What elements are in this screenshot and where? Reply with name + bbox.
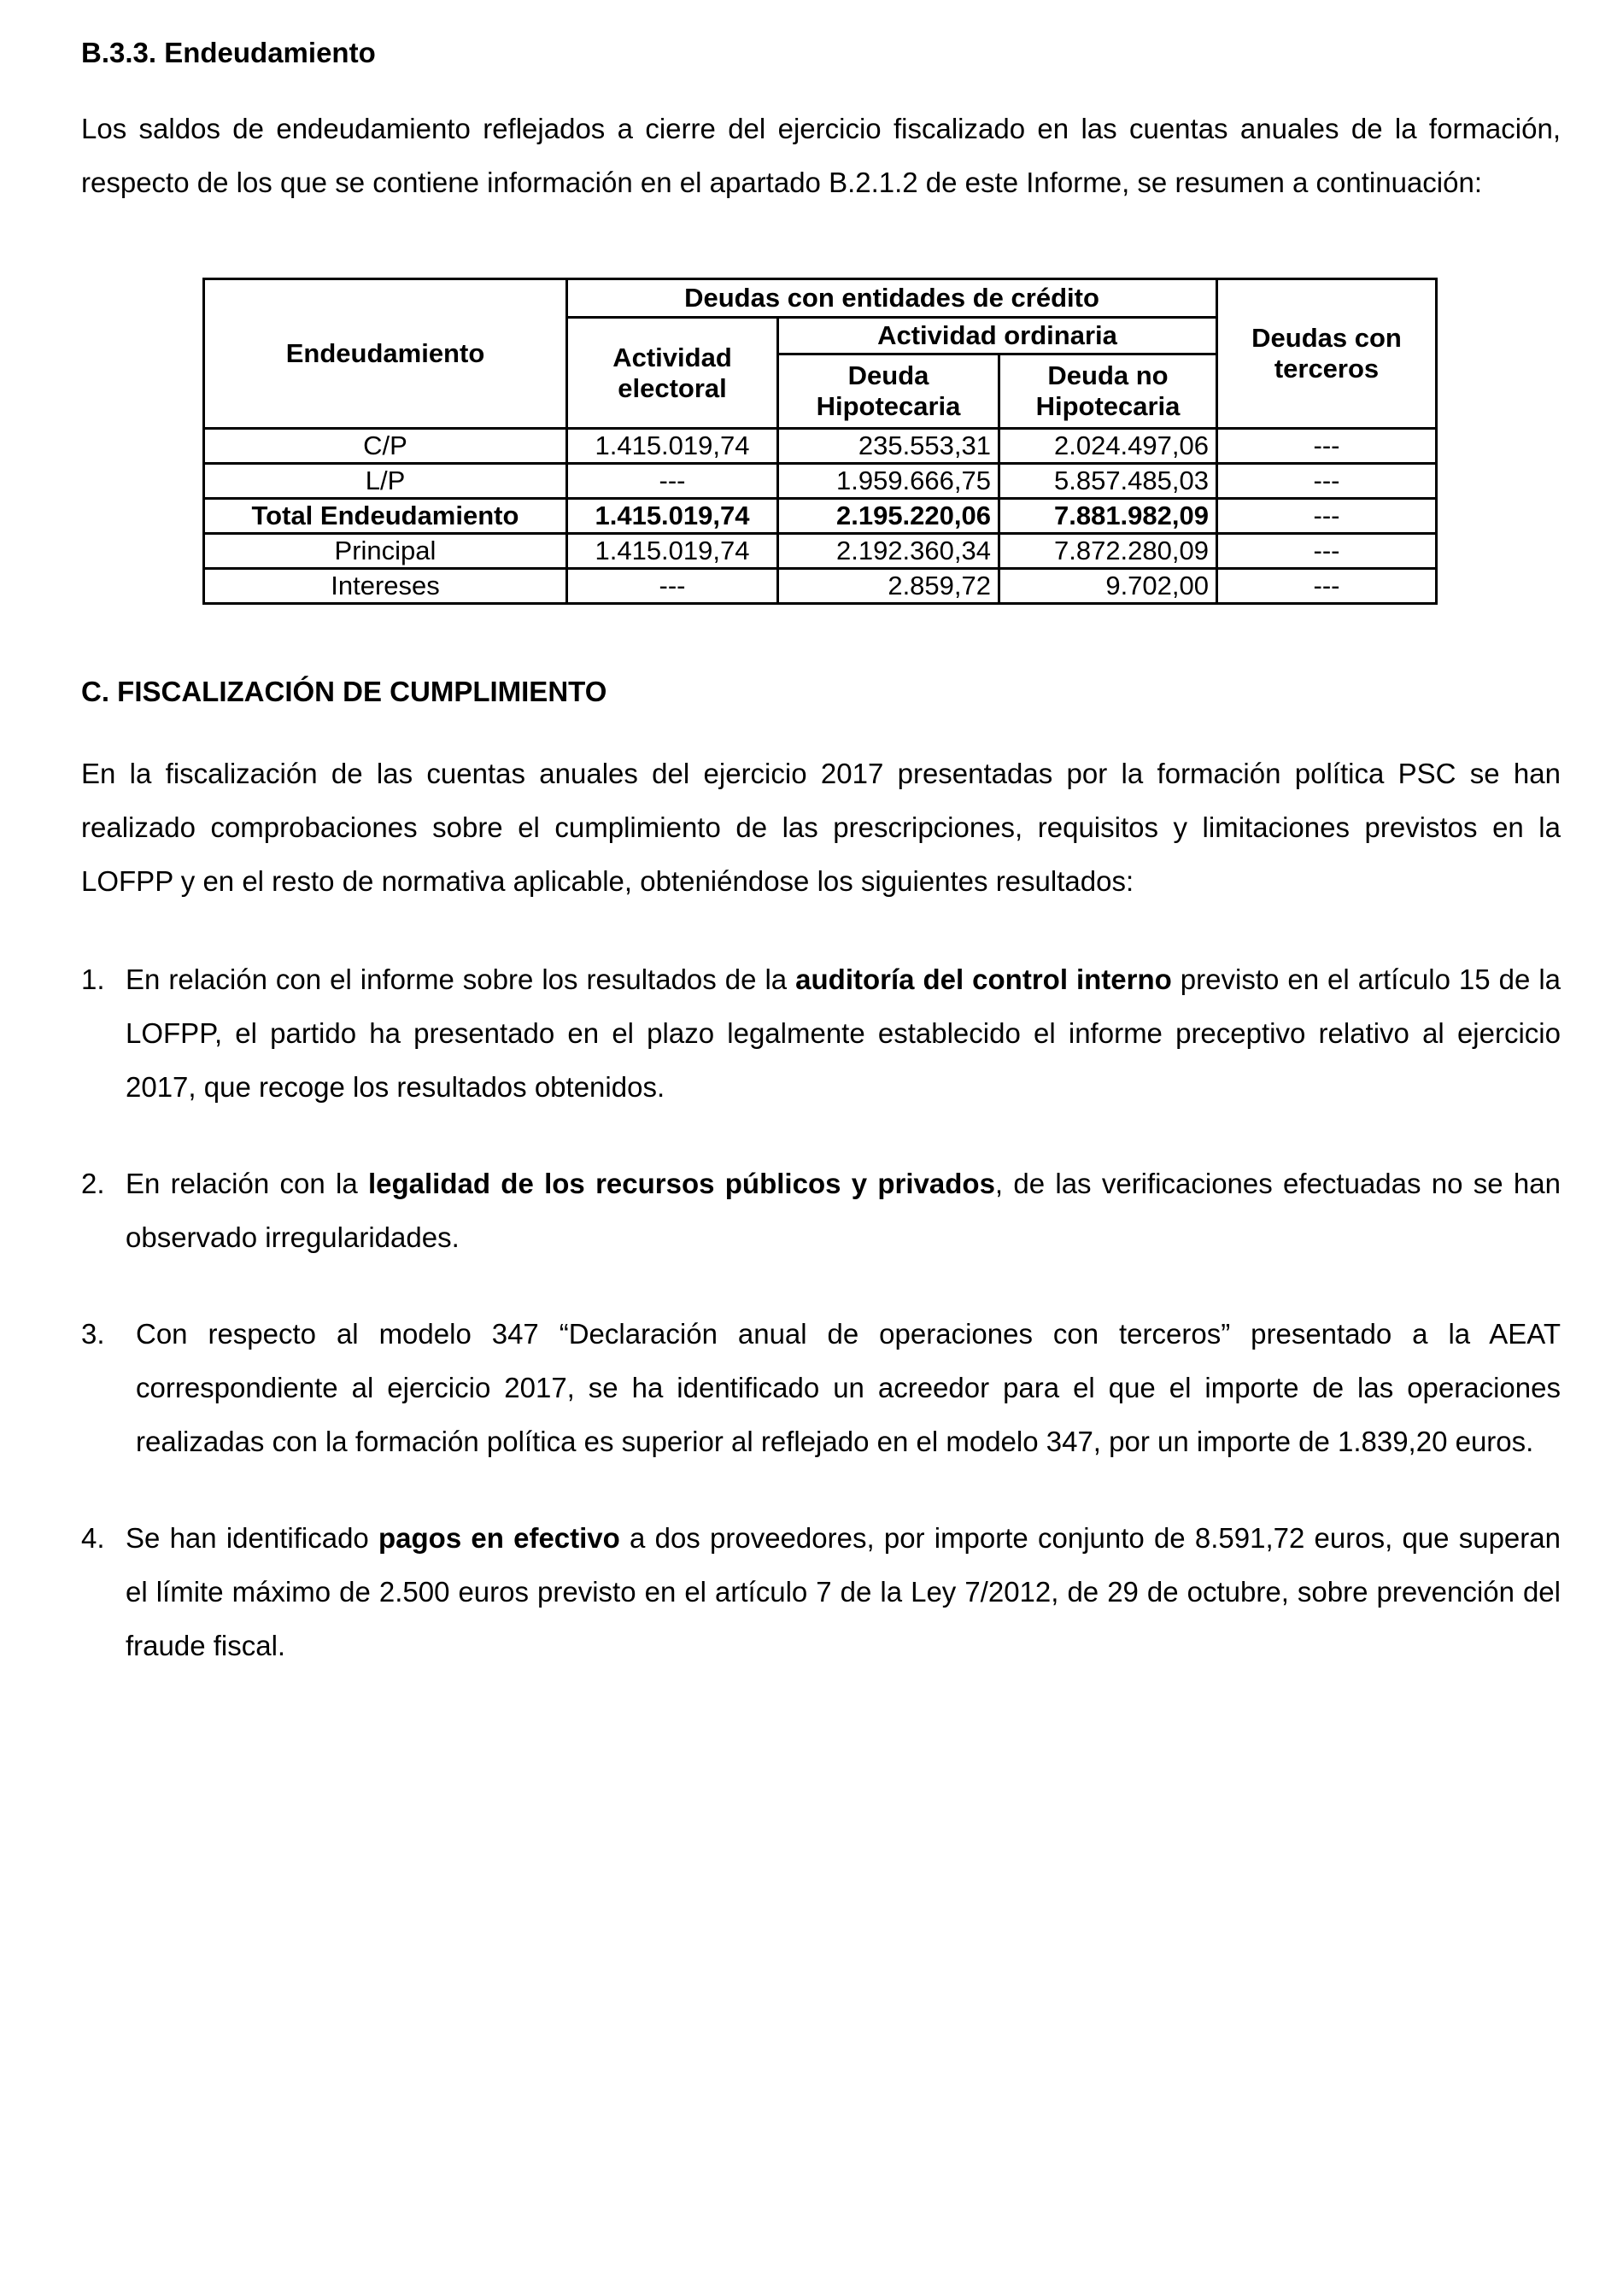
- col-header-deuda-hipotecaria: Deuda Hipotecaria: [778, 354, 999, 429]
- cell-no-hipotecaria: 7.872.280,09: [999, 534, 1217, 569]
- finding-text-pre: En relación con la: [126, 1168, 368, 1199]
- row-label: C/P: [204, 429, 567, 464]
- cell-electoral: 1.415.019,74: [567, 534, 778, 569]
- row-label: Principal: [204, 534, 567, 569]
- col-header-actividad-electoral: Actividad electoral: [567, 318, 778, 429]
- section-heading-b33: B.3.3. Endeudamiento: [81, 37, 376, 68]
- list-number: 3.: [81, 1318, 105, 1350]
- list-item: [81, 952, 1561, 1114]
- col-group-credito: Deudas con entidades de crédito: [567, 279, 1217, 318]
- row-label: Total Endeudamiento: [204, 499, 567, 534]
- finding-text-pre: En relación con el informe sobre los resultados de la: [126, 964, 796, 995]
- finding-text-pre: Se han identificado: [126, 1522, 378, 1554]
- cell-terceros: ---: [1217, 499, 1437, 534]
- cell-terceros: ---: [1217, 534, 1437, 569]
- cell-no-hipotecaria: 9.702,00: [999, 569, 1217, 604]
- finding-text-bold: auditoría del control interno: [795, 964, 1172, 995]
- section-b-intro: Los saldos de endeudamiento reflejados a cierre del ejercicio fiscalizado en las cuentas anuales de la formación, respecto de los que se contiene información en el apartado B.2.1.2 de este Informe, se resumen a continuación:: [81, 113, 1561, 198]
- findings-list: [81, 952, 1561, 1672]
- section-c-intro: En la fiscalización de las cuentas anuales del ejercicio 2017 presentadas por la formación política PSC se han realizado comprobaciones sobre el cumplimiento de las prescripciones, requisitos y limitaciones previstos en la LOFPP y en el resto de normativa aplicable, obteniéndose los siguientes resultados:: [81, 758, 1561, 897]
- list-item: [81, 1511, 1561, 1672]
- cell-hipotecaria: 2.192.360,34: [778, 534, 999, 569]
- cell-hipotecaria: 1.959.666,75: [778, 464, 999, 499]
- finding-text-bold: pagos en efectivo: [378, 1522, 620, 1554]
- cell-hipotecaria: 2.195.220,06: [778, 499, 999, 534]
- section-heading-c: C. FISCALIZACIÓN DE CUMPLIMIENTO: [81, 676, 607, 707]
- cell-hipotecaria: 2.859,72: [778, 569, 999, 604]
- finding-text: Con respecto al modelo 347 “Declaración anual de operaciones con terceros” presentado a la AEAT correspondiente al ejercicio 2017, se ha identificado un acreedor para el que el importe de las operaciones realizadas con la formación política es superior al reflejado en el modelo 347, por un importe de 1.839,20 euros.: [136, 1318, 1561, 1457]
- finding-text-bold: legalidad de los recursos públicos y privados: [367, 1168, 995, 1199]
- col-header-endeudamiento: Endeudamiento: [204, 279, 567, 429]
- col-header-deuda-no-hipotecaria: Deuda no Hipotecaria: [999, 354, 1217, 429]
- finding-text-post: a dos proveedores, por importe conjunto de 8.591,72 euros, que superan el límite máximo de 2.500 euros previsto en el artículo 7 de la Ley 7/2012, de 29 de octubre, sobre prevención del fraude fiscal.: [126, 1522, 1561, 1661]
- list-number: 4.: [81, 1522, 105, 1554]
- cell-electoral: ---: [567, 569, 778, 604]
- list-number: 2.: [81, 1168, 105, 1199]
- cell-no-hipotecaria: 2.024.497,06: [999, 429, 1217, 464]
- table-row: [204, 464, 1437, 499]
- table-row: [204, 429, 1437, 464]
- debt-table: [202, 278, 1438, 605]
- cell-hipotecaria: 235.553,31: [778, 429, 999, 464]
- table-row-total: [204, 499, 1437, 534]
- list-item: [81, 1307, 1561, 1468]
- list-item: [81, 1157, 1561, 1264]
- cell-electoral: ---: [567, 464, 778, 499]
- col-header-deudas-terceros: Deudas con terceros: [1217, 279, 1437, 429]
- document-page: [81, 34, 1561, 1715]
- table-row: [204, 534, 1437, 569]
- debt-table-wrapper: [202, 278, 1561, 605]
- cell-electoral: 1.415.019,74: [567, 499, 778, 534]
- finding-text-post: , de las verificaciones efectuadas no se han observado irregularidades.: [126, 1168, 1561, 1253]
- table-row: [204, 569, 1437, 604]
- cell-no-hipotecaria: 5.857.485,03: [999, 464, 1217, 499]
- cell-terceros: ---: [1217, 464, 1437, 499]
- cell-no-hipotecaria: 7.881.982,09: [999, 499, 1217, 534]
- row-label: L/P: [204, 464, 567, 499]
- row-label: Intereses: [204, 569, 567, 604]
- cell-terceros: ---: [1217, 429, 1437, 464]
- list-number: 1.: [81, 964, 105, 995]
- cell-electoral: 1.415.019,74: [567, 429, 778, 464]
- col-group-actividad-ordinaria: Actividad ordinaria: [778, 318, 1217, 354]
- cell-terceros: ---: [1217, 569, 1437, 604]
- finding-text-post: previsto en el artículo 15 de la LOFPP, el partido ha presentado en el plazo legalmente establecido el informe preceptivo relativo al ejercicio 2017, que recoge los resultados obtenidos.: [126, 964, 1561, 1103]
